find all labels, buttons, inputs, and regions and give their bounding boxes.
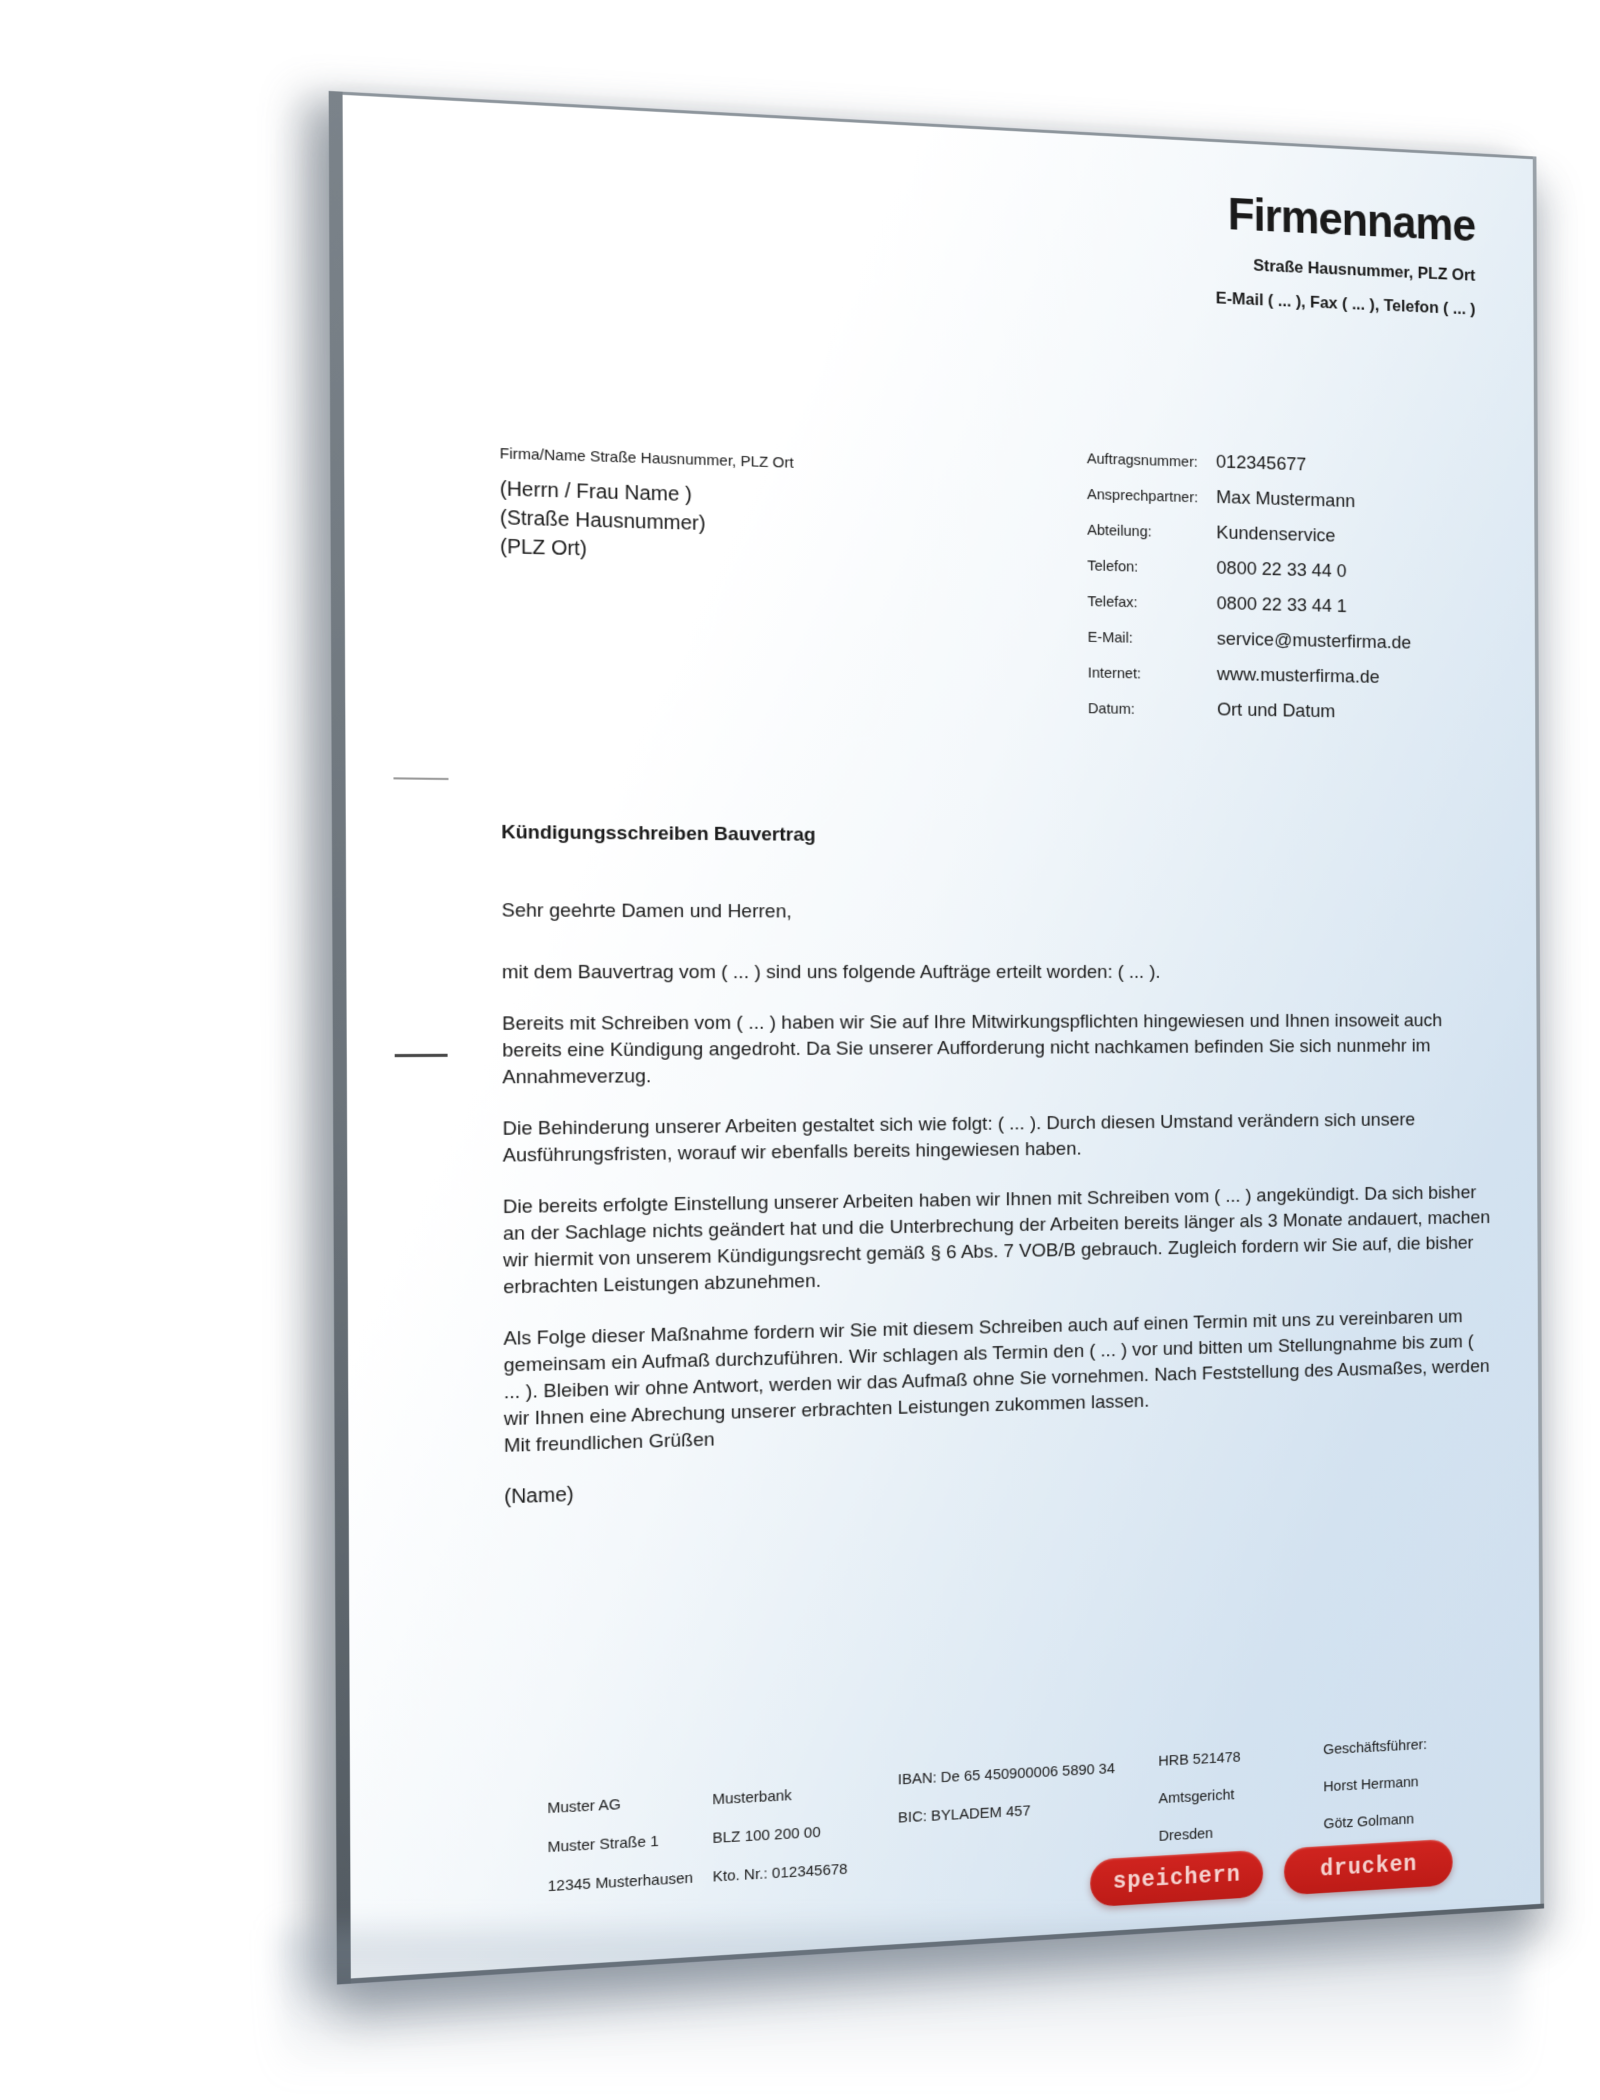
meta-block — [1087, 447, 1412, 738]
meta-label: Internet: — [1087, 664, 1142, 683]
footer-line: BLZ 100 200 00 — [712, 1823, 821, 1848]
footer-line: Musterbank — [712, 1786, 792, 1809]
meta-value: 0800 22 33 44 0 — [1216, 557, 1347, 582]
meta-label: Auftragsnummer: — [1086, 450, 1198, 471]
footer-line: Horst Hermann — [1323, 1773, 1419, 1796]
action-buttons — [1090, 1839, 1453, 1908]
meta-label: Datum: — [1087, 700, 1135, 718]
page-spine — [329, 91, 351, 1985]
recipient-reference: Firma/Name Straße Hausnummer, PLZ Ort — [499, 445, 794, 472]
meta-value: service@musterfirma.de — [1216, 628, 1412, 654]
meta-value: www.musterfirma.de — [1216, 664, 1380, 688]
footer-management — [1323, 1727, 1427, 1844]
letter-body — [501, 820, 1491, 1511]
recipient-name: (Herrn / Frau Name ) — [499, 477, 692, 507]
footer-line: HRB 521478 — [1158, 1748, 1241, 1770]
page-edge-bottom — [351, 1904, 1544, 1984]
footer-line: 12345 Musterhausen — [547, 1869, 694, 1896]
sender-contact: E-Mail ( ... ), Fax ( ... ), Telefon ( ... ) — [1215, 288, 1476, 319]
footer-line: Geschäftsführer: — [1323, 1736, 1428, 1759]
recipient-street: (Straße Hausnummer) — [499, 506, 706, 536]
meta-value: Max Mustermann — [1216, 487, 1356, 512]
save-button[interactable]: speichern — [1090, 1850, 1263, 1908]
body-paragraph: mit dem Bauvertrag vom ( ... ) sind uns folgende Aufträge erteilt worden: ( ... ). — [501, 961, 1161, 984]
meta-value: Ort und Datum — [1217, 699, 1336, 723]
meta-label: Telefon: — [1087, 557, 1139, 576]
footer-line: Amtsgericht — [1158, 1786, 1235, 1808]
footer-line: Muster Straße 1 — [547, 1832, 659, 1857]
meta-label: Telefax: — [1087, 593, 1138, 612]
meta-label: Ansprechpartner: — [1086, 486, 1199, 507]
sender-company: Firmenname — [1227, 187, 1476, 251]
meta-label: Abteilung: — [1087, 521, 1152, 541]
footer-company — [547, 1782, 693, 1907]
footer-line: Muster AG — [547, 1795, 621, 1818]
meta-row — [1088, 697, 1412, 738]
closing-line: Mit freundlichen Grüßen — [503, 1429, 715, 1458]
footer-register — [1158, 1739, 1241, 1856]
page-edge-right — [1533, 156, 1544, 1908]
fold-mark-middle — [395, 1054, 448, 1057]
meta-value: Kundenservice — [1216, 522, 1336, 547]
sender-address: Straße Hausnummer, PLZ Ort — [1253, 255, 1476, 285]
footer-bank — [712, 1774, 847, 1897]
letter-page — [329, 91, 1544, 1985]
footer-line: Dresden — [1158, 1824, 1214, 1845]
print-button[interactable]: drucken — [1284, 1839, 1453, 1896]
body-paragraph: Bereits mit Schreiben vom ( ... ) haben wir Sie auf Ihre Mitwirkungspflichten hingewiesen und Ihnen insoweit auch bereits eine Kündigung angedroht. Da Sie unserer Aufforderung nicht nachkamen befinden Sie sich nunmehr im Annahmeverzug. — [502, 1010, 1443, 1089]
fold-mark-top — [393, 777, 448, 780]
meta-value: 012345677 — [1215, 451, 1307, 476]
body-paragraph: Die bereits erfolgte Einstellung unserer Arbeiten haben wir Ihnen mit Schreiben vom ( ... ) angekündigt. Da sich bisher an der Sachlage nichts geändert hat und die Unterbrechung der Arbeiten bereits länger als 3 Monate andauert, machen wir hiermit von unserem Kündigungsrecht gemäß § 6 Abs. 7 VOB/B gebrauch. Zugleich fordern wir Sie auf, die bisher erbrachten Leistungen abzunehmen. — [502, 1182, 1491, 1299]
signature-placeholder: (Name) — [504, 1483, 574, 1509]
sender-block — [1215, 188, 1475, 326]
meta-label: E-Mail: — [1087, 628, 1133, 647]
footer-iban — [898, 1750, 1115, 1837]
recipient-block — [500, 445, 795, 569]
footer-line: IBAN: De 65 450900006 5890 34 — [897, 1760, 1115, 1789]
body-paragraph: Als Folge dieser Maßnahme fordern wir Sie mit diesem Schreiben auch auf einen Termin mit uns zu vereinbaren um gemeinsam ein Aufmaß durchzuführen. Wir schlagen als Termin den ( ... ) vor und bitten um Stellungnahme bis zum ( ... ). Bleiben wir ohne Antwort, werden wir das Aufmaß ohne Sie vornehmen. Nach Feststellung des Ausmaßes, werden wir Ihnen eine Abrechung unserer erbrachten Leistungen zukommen lassen. — [503, 1306, 1490, 1431]
footer-line: BIC: BYLADEM 457 — [897, 1802, 1031, 1827]
footer-line: Götz Golmann — [1323, 1810, 1415, 1833]
footer-line: Kto. Nr.: 012345678 — [712, 1860, 848, 1886]
meta-value: 0800 22 33 44 1 — [1216, 593, 1347, 618]
recipient-city: (PLZ Ort) — [499, 535, 587, 561]
page-edge-top — [343, 92, 1537, 160]
meta-row — [1088, 662, 1412, 703]
salutation: Sehr geehrte Damen und Herren, — [501, 900, 792, 923]
subject-line: Kündigungsschreiben Bauvertrag — [501, 821, 816, 846]
body-paragraph: Die Behinderung unserer Arbeiten gestaltet sich wie folgt: ( ... ). Durch diesen Umstand verändern sich unsere Ausführungsfristen, worauf wir ebenfalls bereits hingewiesen haben. — [502, 1109, 1416, 1167]
